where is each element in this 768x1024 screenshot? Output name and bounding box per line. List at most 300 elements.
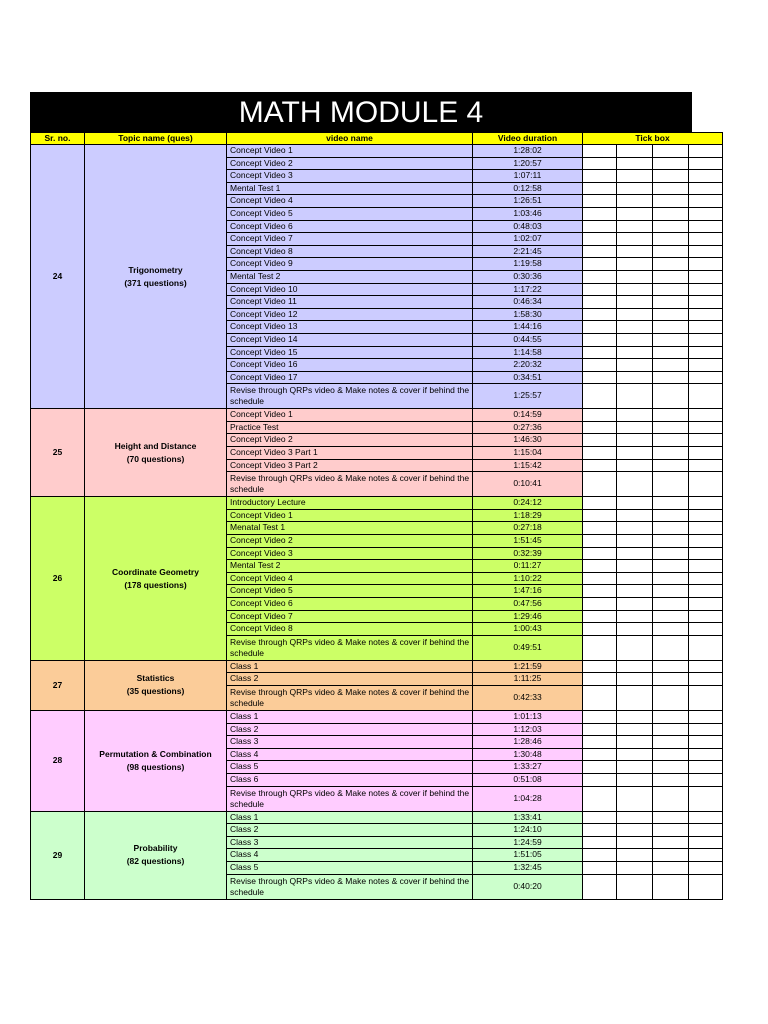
tick-box[interactable]: [583, 283, 617, 296]
tick-box[interactable]: [617, 560, 653, 573]
tick-box[interactable]: [653, 710, 689, 723]
tick-box[interactable]: [583, 346, 617, 359]
tick-box[interactable]: [653, 308, 689, 321]
tick-box[interactable]: [689, 773, 723, 786]
tick-box[interactable]: [689, 761, 723, 774]
table-row: [31, 710, 723, 723]
tick-box[interactable]: [689, 723, 723, 736]
tick-box[interactable]: [583, 245, 617, 258]
table-row: [31, 660, 723, 673]
video-name: Revise through QRPs video & Make notes & cover if behind the schedule: [227, 874, 473, 899]
video-duration: 0:32:39: [473, 547, 583, 560]
tick-box[interactable]: [653, 145, 689, 158]
tick-box[interactable]: [653, 786, 689, 811]
tick-box[interactable]: [689, 710, 723, 723]
video-name: Class 2: [227, 824, 473, 837]
tick-box[interactable]: [583, 710, 617, 723]
tick-box[interactable]: [617, 811, 653, 824]
tick-box[interactable]: [689, 258, 723, 271]
tick-box[interactable]: [653, 459, 689, 472]
tick-box[interactable]: [583, 270, 617, 283]
video-name: Mental Test 2: [227, 560, 473, 573]
tick-box[interactable]: [617, 598, 653, 611]
tick-box[interactable]: [653, 824, 689, 837]
video-duration: 1:00:43: [473, 623, 583, 636]
video-duration: 1:18:29: [473, 509, 583, 522]
tick-box[interactable]: [583, 459, 617, 472]
video-name: Concept Video 3: [227, 547, 473, 560]
tick-box[interactable]: [617, 673, 653, 686]
tick-box[interactable]: [653, 270, 689, 283]
tick-box[interactable]: [653, 233, 689, 246]
tick-box[interactable]: [617, 472, 653, 497]
sr-number: 24: [31, 145, 85, 409]
video-name: Concept Video 1: [227, 145, 473, 158]
tick-box[interactable]: [617, 861, 653, 874]
tick-box[interactable]: [653, 207, 689, 220]
video-name: Class 3: [227, 736, 473, 749]
video-duration: 1:30:48: [473, 748, 583, 761]
video-name: Concept Video 8: [227, 623, 473, 636]
tick-box[interactable]: [653, 610, 689, 623]
tick-box[interactable]: [617, 308, 653, 321]
tick-box[interactable]: [689, 170, 723, 183]
tick-box[interactable]: [583, 861, 617, 874]
tick-box[interactable]: [583, 207, 617, 220]
tick-box[interactable]: [583, 547, 617, 560]
tick-box[interactable]: [617, 761, 653, 774]
tick-box[interactable]: [583, 572, 617, 585]
tick-box[interactable]: [617, 270, 653, 283]
tick-box[interactable]: [689, 270, 723, 283]
tick-box[interactable]: [653, 761, 689, 774]
tick-box[interactable]: [653, 371, 689, 384]
tick-box[interactable]: [653, 182, 689, 195]
tick-box[interactable]: [617, 522, 653, 535]
tick-box[interactable]: [617, 421, 653, 434]
video-duration: 1:25:57: [473, 384, 583, 409]
video-name: Concept Video 14: [227, 333, 473, 346]
tick-box[interactable]: [617, 233, 653, 246]
tick-box[interactable]: [689, 157, 723, 170]
tick-box[interactable]: [653, 509, 689, 522]
tick-box[interactable]: [617, 836, 653, 849]
tick-box[interactable]: [583, 849, 617, 862]
tick-box[interactable]: [653, 296, 689, 309]
tick-box[interactable]: [583, 773, 617, 786]
tick-box[interactable]: [583, 409, 617, 422]
tick-box[interactable]: [653, 447, 689, 460]
tick-box[interactable]: [617, 245, 653, 258]
tick-box[interactable]: [583, 635, 617, 660]
video-name: Concept Video 6: [227, 598, 473, 611]
tick-box[interactable]: [653, 535, 689, 548]
tick-box[interactable]: [583, 447, 617, 460]
video-duration: 0:46:34: [473, 296, 583, 309]
tick-box[interactable]: [689, 371, 723, 384]
tick-box[interactable]: [617, 660, 653, 673]
tick-box[interactable]: [689, 384, 723, 409]
tick-box[interactable]: [689, 308, 723, 321]
tick-box[interactable]: [653, 673, 689, 686]
tick-box[interactable]: [689, 547, 723, 560]
tick-box[interactable]: [583, 836, 617, 849]
tick-box[interactable]: [689, 610, 723, 623]
tick-box[interactable]: [617, 333, 653, 346]
tick-box[interactable]: [583, 434, 617, 447]
tick-box[interactable]: [617, 459, 653, 472]
tick-box[interactable]: [689, 195, 723, 208]
video-name: Concept Video 8: [227, 245, 473, 258]
tick-box[interactable]: [617, 623, 653, 636]
tick-box[interactable]: [689, 359, 723, 372]
tick-box[interactable]: [617, 296, 653, 309]
tick-box[interactable]: [653, 736, 689, 749]
video-name: Class 3: [227, 836, 473, 849]
tick-box[interactable]: [653, 811, 689, 824]
video-duration: 1:11:25: [473, 673, 583, 686]
tick-box[interactable]: [583, 371, 617, 384]
schedule-table: [30, 132, 723, 900]
tick-box[interactable]: [617, 157, 653, 170]
video-duration: 0:12:58: [473, 182, 583, 195]
tick-box[interactable]: [583, 170, 617, 183]
tick-box[interactable]: [689, 849, 723, 862]
tick-box[interactable]: [583, 736, 617, 749]
tick-box[interactable]: [689, 786, 723, 811]
page-title: MATH MODULE 4: [30, 92, 692, 132]
tick-box[interactable]: [689, 459, 723, 472]
tick-box[interactable]: [689, 673, 723, 686]
tick-box[interactable]: [689, 283, 723, 296]
tick-box[interactable]: [583, 359, 617, 372]
tick-box[interactable]: [689, 421, 723, 434]
tick-box[interactable]: [689, 874, 723, 899]
video-name: Concept Video 2: [227, 157, 473, 170]
video-duration: 1:14:58: [473, 346, 583, 359]
tick-box[interactable]: [689, 836, 723, 849]
tick-box[interactable]: [653, 836, 689, 849]
tick-box[interactable]: [653, 421, 689, 434]
tick-box[interactable]: [617, 685, 653, 710]
tick-box[interactable]: [653, 409, 689, 422]
tick-box[interactable]: [617, 346, 653, 359]
tick-box[interactable]: [583, 157, 617, 170]
tick-box[interactable]: [617, 572, 653, 585]
video-duration: 1:03:46: [473, 207, 583, 220]
tick-box[interactable]: [617, 874, 653, 899]
video-duration: 1:24:59: [473, 836, 583, 849]
video-duration: 1:24:10: [473, 824, 583, 837]
tick-box[interactable]: [689, 824, 723, 837]
table-row: [31, 409, 723, 422]
tick-box[interactable]: [583, 673, 617, 686]
tick-box[interactable]: [583, 723, 617, 736]
tick-box[interactable]: [689, 321, 723, 334]
topic-name: Trigonometry (371 questions): [85, 145, 227, 409]
tick-box[interactable]: [689, 145, 723, 158]
tick-box[interactable]: [653, 635, 689, 660]
tick-box[interactable]: [653, 773, 689, 786]
tick-box[interactable]: [583, 786, 617, 811]
tick-box[interactable]: [583, 824, 617, 837]
tick-box[interactable]: [583, 874, 617, 899]
tick-box[interactable]: [689, 635, 723, 660]
tick-box[interactable]: [617, 535, 653, 548]
video-name: Concept Video 10: [227, 283, 473, 296]
tick-box[interactable]: [653, 849, 689, 862]
tick-box[interactable]: [617, 447, 653, 460]
tick-box[interactable]: [583, 585, 617, 598]
tick-box[interactable]: [617, 736, 653, 749]
tick-box[interactable]: [583, 472, 617, 497]
tick-box[interactable]: [617, 283, 653, 296]
tick-box[interactable]: [617, 547, 653, 560]
video-duration: 1:17:22: [473, 283, 583, 296]
tick-box[interactable]: [689, 736, 723, 749]
tick-box[interactable]: [653, 874, 689, 899]
tick-box[interactable]: [653, 359, 689, 372]
video-name: Class 4: [227, 849, 473, 862]
video-name: Concept Video 2: [227, 434, 473, 447]
video-duration: 1:21:59: [473, 660, 583, 673]
tick-box[interactable]: [617, 610, 653, 623]
tick-box[interactable]: [689, 598, 723, 611]
tick-box[interactable]: [583, 333, 617, 346]
video-name: Revise through QRPs video & Make notes & cover if behind the schedule: [227, 685, 473, 710]
tick-box[interactable]: [617, 723, 653, 736]
tick-box[interactable]: [617, 849, 653, 862]
video-duration: 1:15:42: [473, 459, 583, 472]
tick-box[interactable]: [617, 371, 653, 384]
tick-box[interactable]: [617, 321, 653, 334]
tick-box[interactable]: [617, 635, 653, 660]
video-name: Class 6: [227, 773, 473, 786]
tick-box[interactable]: [617, 434, 653, 447]
tick-box[interactable]: [617, 710, 653, 723]
tick-box[interactable]: [653, 472, 689, 497]
tick-box[interactable]: [689, 811, 723, 824]
tick-box[interactable]: [689, 560, 723, 573]
tick-box[interactable]: [583, 685, 617, 710]
module-sheet: [30, 92, 692, 900]
tick-box[interactable]: [689, 207, 723, 220]
tick-box[interactable]: [617, 170, 653, 183]
sr-number: 27: [31, 660, 85, 710]
tick-box[interactable]: [583, 623, 617, 636]
tick-box[interactable]: [653, 195, 689, 208]
tick-box[interactable]: [583, 497, 617, 510]
tick-box[interactable]: [653, 585, 689, 598]
tick-box[interactable]: [617, 220, 653, 233]
video-duration: 0:42:33: [473, 685, 583, 710]
tick-box[interactable]: [617, 207, 653, 220]
tick-box[interactable]: [583, 384, 617, 409]
tick-box[interactable]: [653, 572, 689, 585]
tick-box[interactable]: [653, 245, 689, 258]
tick-box[interactable]: [583, 535, 617, 548]
video-name: Concept Video 3: [227, 170, 473, 183]
video-duration: 1:51:05: [473, 849, 583, 862]
tick-box[interactable]: [617, 359, 653, 372]
video-duration: 2:21:45: [473, 245, 583, 258]
video-name: Concept Video 5: [227, 585, 473, 598]
video-name: Concept Video 16: [227, 359, 473, 372]
video-duration: 0:27:36: [473, 421, 583, 434]
tick-box[interactable]: [653, 321, 689, 334]
tick-box[interactable]: [583, 195, 617, 208]
tick-box[interactable]: [689, 535, 723, 548]
tick-box[interactable]: [583, 308, 617, 321]
tick-box[interactable]: [653, 157, 689, 170]
tick-box[interactable]: [583, 220, 617, 233]
tick-box[interactable]: [653, 660, 689, 673]
tick-box[interactable]: [689, 509, 723, 522]
tick-box[interactable]: [689, 497, 723, 510]
tick-box[interactable]: [583, 145, 617, 158]
tick-box[interactable]: [653, 384, 689, 409]
tick-box[interactable]: [653, 497, 689, 510]
tick-box[interactable]: [617, 409, 653, 422]
video-duration: 1:01:13: [473, 710, 583, 723]
tick-box[interactable]: [689, 245, 723, 258]
tick-box[interactable]: [689, 182, 723, 195]
video-name: Concept Video 7: [227, 610, 473, 623]
video-name: Concept Video 1: [227, 409, 473, 422]
tick-box[interactable]: [583, 761, 617, 774]
video-duration: 1:33:27: [473, 761, 583, 774]
tick-box[interactable]: [653, 560, 689, 573]
tick-box[interactable]: [689, 861, 723, 874]
tick-box[interactable]: [653, 748, 689, 761]
tick-box[interactable]: [653, 598, 689, 611]
tick-box[interactable]: [617, 509, 653, 522]
video-name: Concept Video 11: [227, 296, 473, 309]
tick-box[interactable]: [583, 321, 617, 334]
tick-box[interactable]: [689, 409, 723, 422]
video-duration: 1:04:28: [473, 786, 583, 811]
video-duration: 0:47:56: [473, 598, 583, 611]
tick-box[interactable]: [653, 346, 689, 359]
video-name: Revise through QRPs video & Make notes & cover if behind the schedule: [227, 786, 473, 811]
tick-box[interactable]: [617, 384, 653, 409]
tick-box[interactable]: [689, 220, 723, 233]
video-name: Revise through QRPs video & Make notes & cover if behind the schedule: [227, 472, 473, 497]
header-row: [31, 133, 723, 145]
video-duration: 1:28:46: [473, 736, 583, 749]
tick-box[interactable]: [617, 773, 653, 786]
video-duration: 0:51:08: [473, 773, 583, 786]
tick-box[interactable]: [617, 258, 653, 271]
tick-box[interactable]: [583, 421, 617, 434]
video-duration: 1:10:22: [473, 572, 583, 585]
table-row: [31, 811, 723, 824]
tick-box[interactable]: [583, 509, 617, 522]
tick-box[interactable]: [583, 233, 617, 246]
tick-box[interactable]: [689, 434, 723, 447]
header-sr: Sr. no.: [31, 133, 85, 145]
tick-box[interactable]: [653, 547, 689, 560]
video-name: Concept Video 15: [227, 346, 473, 359]
video-name: Class 5: [227, 761, 473, 774]
tick-box[interactable]: [617, 585, 653, 598]
topic-name: Height and Distance (70 questions): [85, 409, 227, 497]
tick-box[interactable]: [617, 195, 653, 208]
video-duration: 1:02:07: [473, 233, 583, 246]
video-name: Concept Video 5: [227, 207, 473, 220]
tick-box[interactable]: [689, 748, 723, 761]
table-row: [31, 497, 723, 510]
tick-box[interactable]: [689, 623, 723, 636]
tick-box[interactable]: [689, 333, 723, 346]
tick-box[interactable]: [583, 182, 617, 195]
tick-box[interactable]: [583, 522, 617, 535]
tick-box[interactable]: [689, 472, 723, 497]
topic-name: Permutation & Combination (98 questions): [85, 710, 227, 811]
tick-box[interactable]: [653, 258, 689, 271]
tick-box[interactable]: [689, 660, 723, 673]
video-duration: 0:27:18: [473, 522, 583, 535]
sr-number: 26: [31, 497, 85, 661]
video-duration: 1:44:16: [473, 321, 583, 334]
tick-box[interactable]: [617, 145, 653, 158]
video-name: Class 5: [227, 861, 473, 874]
tick-box[interactable]: [617, 824, 653, 837]
tick-box[interactable]: [653, 861, 689, 874]
video-duration: 0:11:27: [473, 560, 583, 573]
tick-box[interactable]: [653, 434, 689, 447]
tick-box[interactable]: [617, 786, 653, 811]
video-duration: 0:48:03: [473, 220, 583, 233]
video-duration: 0:49:51: [473, 635, 583, 660]
tick-box[interactable]: [617, 497, 653, 510]
tick-box[interactable]: [689, 296, 723, 309]
video-name: Concept Video 4: [227, 572, 473, 585]
tick-box[interactable]: [689, 346, 723, 359]
tick-box[interactable]: [583, 296, 617, 309]
tick-box[interactable]: [617, 748, 653, 761]
tick-box[interactable]: [653, 522, 689, 535]
tick-box[interactable]: [583, 748, 617, 761]
tick-box[interactable]: [583, 258, 617, 271]
tick-box[interactable]: [653, 333, 689, 346]
video-duration: 1:58:30: [473, 308, 583, 321]
tick-box[interactable]: [689, 447, 723, 460]
tick-box[interactable]: [689, 572, 723, 585]
video-name: Concept Video 3 Part 1: [227, 447, 473, 460]
video-name: Class 1: [227, 660, 473, 673]
video-name: Mental Test 2: [227, 270, 473, 283]
tick-box[interactable]: [583, 560, 617, 573]
tick-box[interactable]: [689, 522, 723, 535]
tick-box[interactable]: [689, 585, 723, 598]
tick-box[interactable]: [653, 723, 689, 736]
tick-box[interactable]: [689, 233, 723, 246]
tick-box[interactable]: [617, 182, 653, 195]
tick-box[interactable]: [583, 598, 617, 611]
tick-box[interactable]: [583, 610, 617, 623]
tick-box[interactable]: [689, 685, 723, 710]
tick-box[interactable]: [653, 685, 689, 710]
tick-box[interactable]: [653, 220, 689, 233]
header-video: video name: [227, 133, 473, 145]
tick-box[interactable]: [583, 660, 617, 673]
tick-box[interactable]: [653, 283, 689, 296]
tick-box[interactable]: [583, 811, 617, 824]
tick-box[interactable]: [653, 623, 689, 636]
video-name: Concept Video 9: [227, 258, 473, 271]
tick-box[interactable]: [653, 170, 689, 183]
